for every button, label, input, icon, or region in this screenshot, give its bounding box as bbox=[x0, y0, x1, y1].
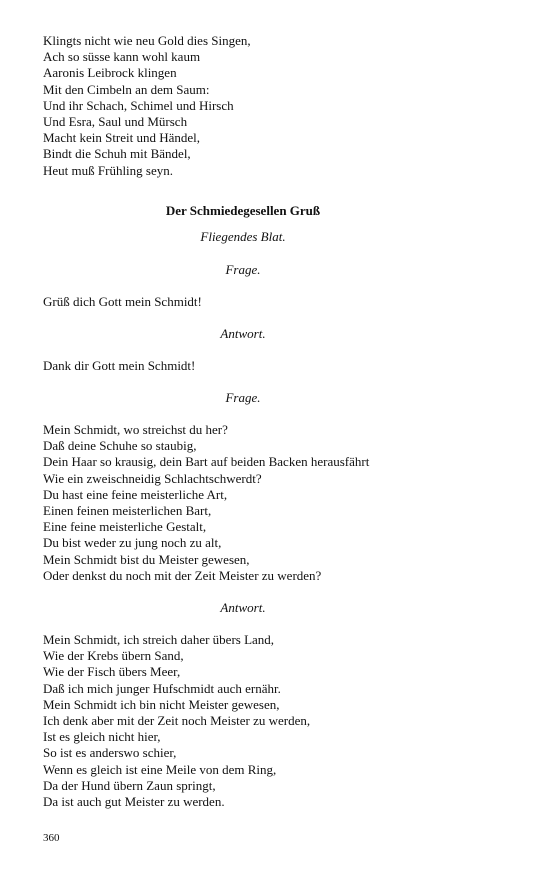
page-number: 360 bbox=[43, 832, 60, 844]
verse-line: Oder denkst du noch mit der Zeit Meister zu werden? bbox=[43, 567, 322, 583]
verse-line: Daß ich mich junger Hufschmidt auch ernähr. bbox=[43, 680, 281, 696]
verse-line: Und ihr Schach, Schimel und Hirsch bbox=[43, 97, 234, 113]
poem-subtitle: Fliegendes Blat. bbox=[200, 229, 286, 244]
stanza-top bbox=[43, 33, 513, 179]
verse-line: Da ist auch gut Meister zu werden. bbox=[43, 794, 225, 810]
verse-line: Macht kein Streit und Händel, bbox=[43, 130, 201, 146]
verse-line: Einen feinen meisterlichen Bart, bbox=[43, 503, 212, 519]
verse-line: Du bist weder zu jung noch zu alt, bbox=[43, 535, 222, 551]
verse-line: So ist es anderswo schier, bbox=[43, 745, 177, 761]
verse-line: Klingts nicht wie neu Gold dies Singen, bbox=[43, 33, 251, 48]
verse-line: Mit den Cimbeln an dem Saum: bbox=[43, 81, 210, 97]
speaker-label-antwort: Antwort. bbox=[220, 326, 266, 341]
verse-line: Dein Haar so krausig, dein Bart auf beiden Backen herausfährt bbox=[43, 454, 370, 470]
verse-line: Mein Schmidt bist du Meister gewesen, bbox=[43, 551, 250, 567]
verse-line: Wenn es gleich ist eine Meile von dem Ring, bbox=[43, 761, 277, 777]
verse-line: Und Esra, Saul und Mürsch bbox=[43, 114, 188, 130]
verse-line: Aaronis Leibrock klingen bbox=[43, 65, 177, 81]
speaker-label-frage: Frage. bbox=[225, 262, 261, 277]
verse-line: Mein Schmidt ich bin nicht Meister gewesen, bbox=[43, 696, 280, 712]
verse-line: Bindt die Schuh mit Bändel, bbox=[43, 146, 191, 162]
verse-line: Du hast eine feine meisterliche Art, bbox=[43, 486, 228, 502]
dialogue-line: Grüß dich Gott mein Schmidt! bbox=[43, 294, 202, 309]
stanza-answer bbox=[43, 632, 513, 810]
verse-line: Heut muß Frühling seyn. bbox=[43, 162, 173, 178]
verse-line: Mein Schmidt, ich streich daher übers Land, bbox=[43, 632, 275, 647]
verse-line: Wie ein zweischneidig Schlachtschwerdt? bbox=[43, 470, 262, 486]
verse-line: Eine feine meisterliche Gestalt, bbox=[43, 519, 207, 535]
speaker-label-antwort: Antwort. bbox=[220, 600, 266, 615]
verse-line: Ach so süsse kann wohl kaum bbox=[43, 49, 201, 65]
verse-line: Mein Schmidt, wo streichst du her? bbox=[43, 422, 228, 437]
verse-line: Daß deine Schuhe so staubig, bbox=[43, 438, 197, 454]
verse-line: Ist es gleich nicht hier, bbox=[43, 729, 161, 745]
verse-line: Ich denk aber mit der Zeit noch Meister zu werden, bbox=[43, 713, 311, 729]
speaker-label-frage: Frage. bbox=[225, 390, 261, 405]
verse-line: Wie der Krebs übern Sand, bbox=[43, 648, 184, 664]
stanza-question bbox=[43, 422, 513, 584]
verse-line: Wie der Fisch übers Meer, bbox=[43, 664, 181, 680]
verse-line: Da der Hund übern Zaun springt, bbox=[43, 777, 216, 793]
dialogue-line: Dank dir Gott mein Schmidt! bbox=[43, 358, 196, 373]
poem-title: Der Schmiedegesellen Gruß bbox=[165, 203, 321, 218]
